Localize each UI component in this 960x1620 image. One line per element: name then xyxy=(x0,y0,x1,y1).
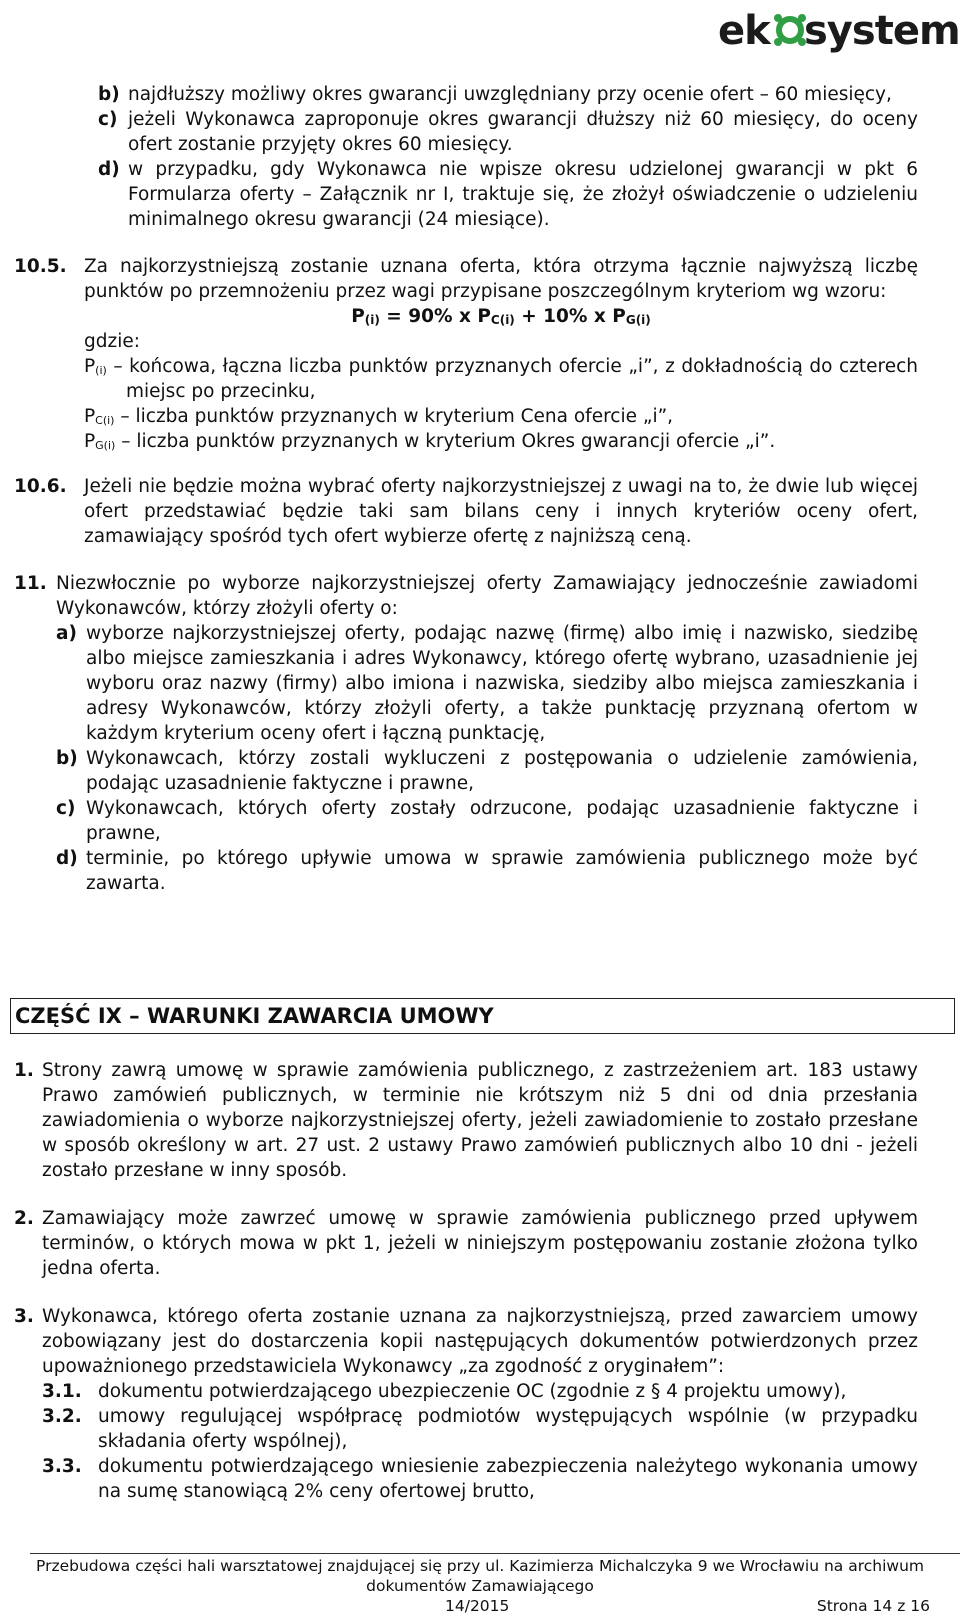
list-item xyxy=(56,846,918,896)
list-label: c) xyxy=(56,798,76,819)
section-11 xyxy=(14,571,918,621)
paragraph-number: 2. xyxy=(14,1208,34,1229)
sub-item-text: dokumentu potwierdzającego ubezpieczenie OC (zgodnie z § 4 projektu umowy), xyxy=(98,1381,847,1402)
ekosystem-logo xyxy=(718,4,960,60)
list-item xyxy=(98,157,918,232)
sub-item-number: 3.3. xyxy=(42,1456,82,1477)
list-text: wyborze najkorzystniejszej oferty, podając nazwę (firmę) albo imię i nazwisko, siedzibę albo miejsce zamieszkania i adres Wykonawcy, którego ofertę wybrano, uzasadnienie jej wyboru oraz nazwy (firmy) albo imiona i nazwiska, siedziby albo miejsca zamieszkania i adresy Wykonawców, którzy złożyli oferty, a także punktację przyznaną ofertom w każdym kryterium oceny ofert i łączną punktację, xyxy=(86,623,918,744)
footer-page-number: Strona 14 z 16 xyxy=(816,1597,930,1615)
page-footer xyxy=(0,1556,960,1616)
svg-text:system: system xyxy=(804,8,960,54)
scoring-formula: $P_{(i)} = 90\%$ x $P_{C(i)} + 10\%$ x $P_{G(i)}$ xyxy=(351,306,651,327)
list-item xyxy=(56,621,918,746)
footer-title-line-1: Przebudowa części hali warsztatowej znajdującej się przy ul. Kazimierza Michalczyka 9 we Wrocławiu na archiwum xyxy=(36,1557,924,1575)
section-text: Za najkorzystniejszą zostanie uznana oferta, która otrzyma łącznie najwyższą liczbę punktów po przemnożeniu przez wagi przypisane poszczególnym kryteriom wg wzoru: xyxy=(84,256,918,302)
footer-reference-number: 14/2015 xyxy=(445,1597,510,1615)
paragraph-1 xyxy=(14,1058,918,1183)
paragraph-3 xyxy=(14,1304,918,1379)
sub-item-3-1 xyxy=(42,1379,918,1404)
gdzie-label: gdzie: xyxy=(84,331,140,352)
sub-item-3-3 xyxy=(42,1454,918,1504)
list-text: Wykonawcach, których oferty zostały odrzucone, podając uzasadnienie faktyczne i prawne, xyxy=(86,798,918,844)
list-item xyxy=(98,82,918,107)
list-label: b) xyxy=(98,84,120,105)
list-label: b) xyxy=(56,748,78,769)
sub-item-3-2 xyxy=(42,1404,918,1454)
list-text: w przypadku, gdy Wykonawca nie wpisze okresu udzielonej gwarancji w pkt 6 Formularza oferty – Załącznik nr I, traktuje się, że złożył oświadczenie o udzieleniu minimalnego okresu gwarancji (24 miesiące). xyxy=(128,159,918,230)
paragraph-text: Strony zawrą umowę w sprawie zamówienia publicznego, z zastrzeżeniem art. 183 ustawy Prawo zamówień publicznych, w terminie nie krótszym niż 5 dni od dnia przesłania zawiadomienia o wyborze najkorzystniejszej oferty, jeżeli zawiadomienie to zostało przesłane w sposób określony w art. 27 ust. 2 ustawy Prawo zamówień publicznych albo 10 dni - jeżeli zostało przesłane w inny sposób. xyxy=(42,1060,918,1181)
paragraph-2 xyxy=(14,1206,918,1281)
section-10-6 xyxy=(14,474,918,549)
list-text: Wykonawcach, którzy zostali wykluczeni z postępowania o udzielenie zamówienia, podając uzasadnienie faktyczne i prawne, xyxy=(86,748,918,794)
svg-text:ek: ek xyxy=(718,8,770,54)
section-header-part-ix: CZĘŚĆ IX – WARUNKI ZAWARCIA UMOWY xyxy=(10,998,955,1034)
paragraph-text: Wykonawca, którego oferta zostanie uznana za najkorzystniejszą, przed zawarciem umowy zobowiązany jest do dostarczenia kopii następujących dokumentów potwierdzonych przez upoważnionego przedstawiciela Wykonawcy „za zgodność z oryginałem”: xyxy=(42,1306,918,1377)
list-label: d) xyxy=(56,848,78,869)
list-label: d) xyxy=(98,159,120,180)
footer-divider xyxy=(30,1553,960,1554)
sub-item-number: 3.1. xyxy=(42,1381,82,1402)
section-number: 11. xyxy=(14,573,47,594)
list-label: c) xyxy=(98,109,118,130)
footer-title-line-2: dokumentów Zamawiającego xyxy=(366,1577,594,1595)
section-text: Niezwłocznie po wyborze najkorzystniejszej oferty Zamawiający jednocześnie zawiadomi Wykonawców, którzy złożyli oferty o: xyxy=(56,573,918,619)
list-text: jeżeli Wykonawca zaproponuje okres gwarancji dłuższy niż 60 miesięcy, do oceny ofert zostanie przyjęty okres 60 miesięcy. xyxy=(128,109,918,155)
section-number: 10.6. xyxy=(14,476,67,497)
main-content xyxy=(0,82,960,896)
paragraph-text: Zamawiający może zawrzeć umowę w sprawie zamówienia publicznego przed upływem terminów, o których mowa w pkt 1, jeżeli w niniejszym postępowaniu zostanie złożona tylko jedna oferta. xyxy=(42,1208,918,1279)
paragraph-number: 3. xyxy=(14,1306,34,1327)
list-item xyxy=(98,107,918,157)
definition-pg-i: $P_{G(i)}$ – liczba punktów przyznanych w kryterium Okres gwarancji ofercie „i”. xyxy=(84,431,776,452)
sub-item-number: 3.2. xyxy=(42,1406,82,1427)
list-text: terminie, po którego upływie umowa w sprawie zamówienia publicznego może być zawarta. xyxy=(86,848,918,894)
definition-p-i: $P_{(i)}$ – końcowa, łączna liczba punktów przyznanych ofercie „i”, z dokładnością do czterech miejsc po przecinku, xyxy=(84,356,918,402)
part-ix-content xyxy=(0,1058,960,1504)
list-item xyxy=(56,796,918,846)
list-label: a) xyxy=(56,623,77,644)
list-item xyxy=(56,746,918,796)
section-text: Jeżeli nie będzie można wybrać oferty najkorzystniejszej z uwagi na to, że dwie lub więcej ofert przedstawiać będzie taki sam bilans ceny i innych kryteriów oceny ofert, zamawiający spośród tych ofert wybierze ofertę z najniższą ceną. xyxy=(84,476,918,547)
section-number: 10.5. xyxy=(14,256,67,277)
section-10-5 xyxy=(14,254,918,454)
sub-item-text: dokumentu potwierdzającego wniesienie zabezpieczenia należytego wykonania umowy na sumę stanowiącą 2% ceny ofertowej brutto, xyxy=(98,1456,918,1502)
definition-pc-i: $P_{C(i)}$ – liczba punktów przyznanych w kryterium Cena ofercie „i”, xyxy=(84,406,674,427)
list-text: najdłuższy możliwy okres gwarancji uwzględniany przy ocenie ofert – 60 miesięcy, xyxy=(128,84,892,105)
sub-item-text: umowy regulującej współpracę podmiotów występujących wspólnie (w przypadku składania oferty wspólnej), xyxy=(98,1406,918,1452)
paragraph-number: 1. xyxy=(14,1060,34,1081)
